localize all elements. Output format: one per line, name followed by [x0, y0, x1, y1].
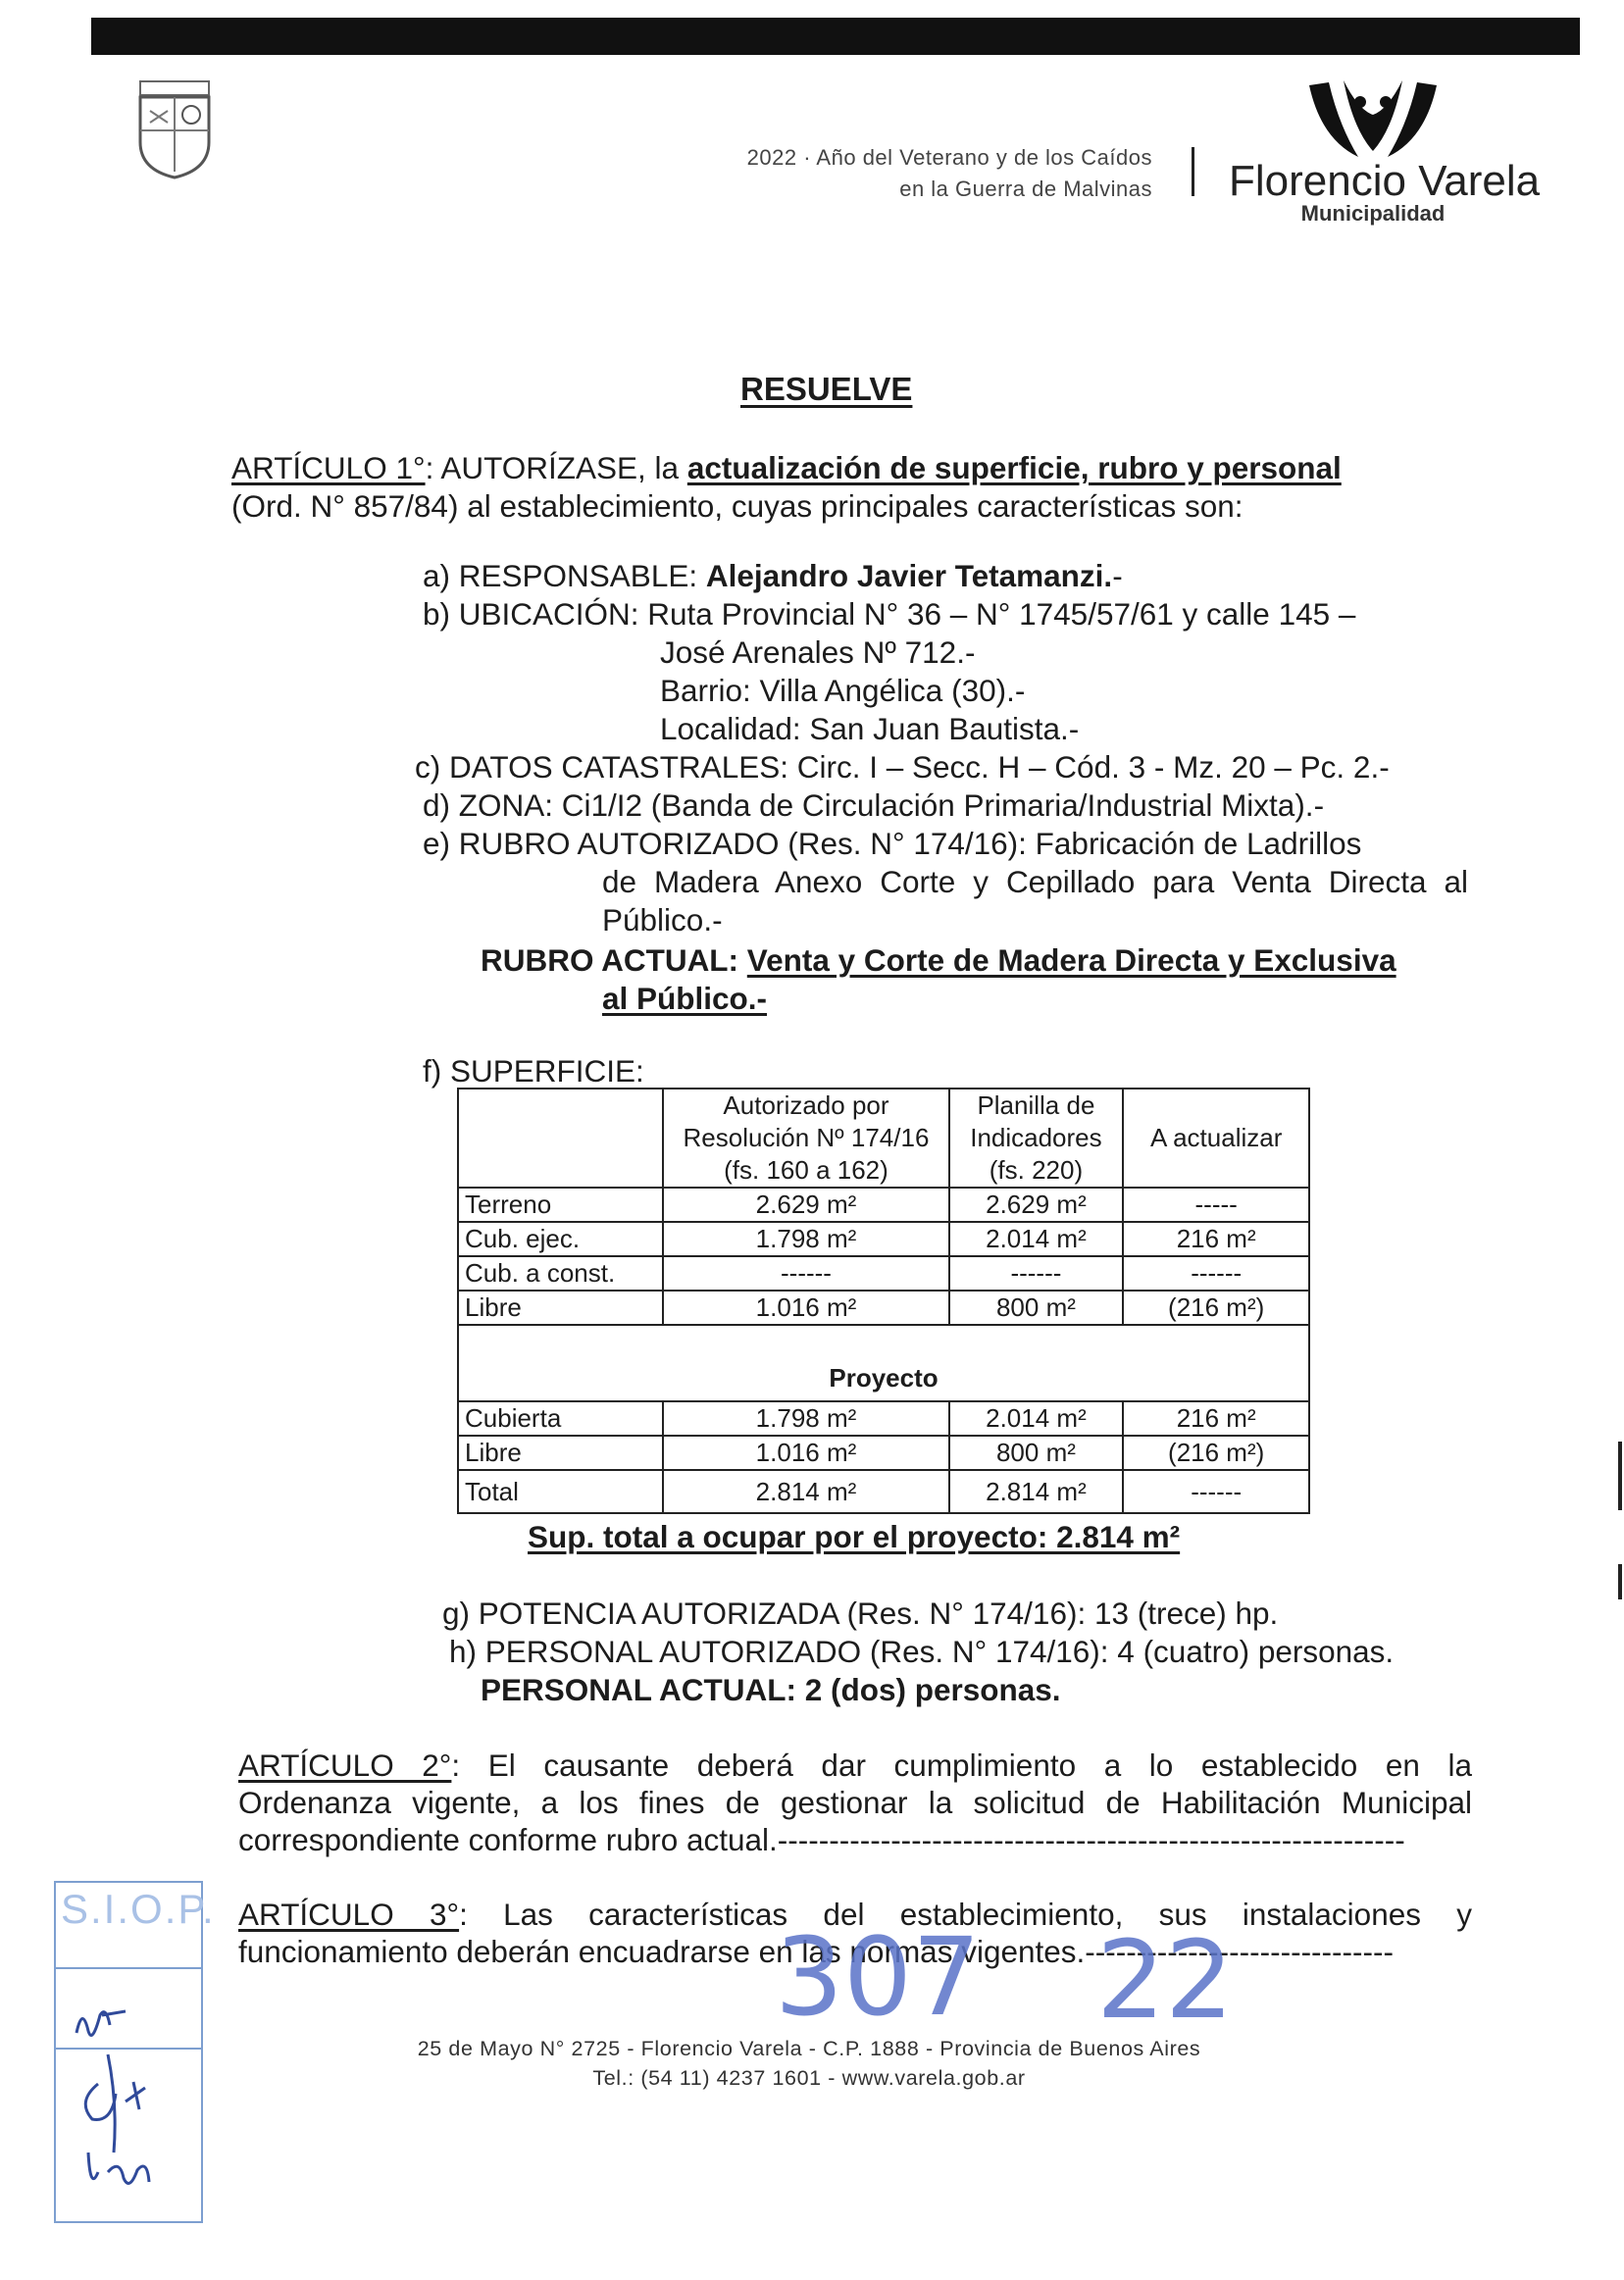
total-surface-line: Sup. total a ocupar por el proyecto: 2.814 m²	[528, 1519, 1181, 1554]
item-h: h) PERSONAL AUTORIZADO (Res. N° 174/16): 4 (cuatro) personas.	[449, 1634, 1395, 1669]
footer-address: 25 de Mayo N° 2725 - Florencio Varela - C.P. 1888 - Provincia de Buenos Aires	[417, 2037, 1201, 2060]
office-stamp-text: S.I.O.P.	[61, 1886, 216, 1932]
org-name: Florencio Varela	[1229, 157, 1541, 205]
table-cell: Libre	[458, 1436, 663, 1470]
item-e-line3: Público.-	[602, 902, 723, 937]
item-b-line1: b) UBICACIÓN: Ruta Provincial N° 36 – N° 1745/57/61 y calle 145 –	[423, 596, 1356, 632]
table-cell: 2.629 m²	[663, 1188, 948, 1222]
art3-label: ARTÍCULO 3°	[238, 1897, 460, 1932]
stamp-divider	[54, 1967, 201, 1969]
municipal-crest-icon	[130, 74, 219, 181]
art2-label: ARTÍCULO 2°	[238, 1748, 452, 1783]
item-e-line1: e) RUBRO AUTORIZADO (Res. N° 174/16): Fabricación de Ladrillos	[423, 826, 1362, 861]
table-cell: ------	[1123, 1470, 1309, 1513]
table-cell: Total	[458, 1470, 663, 1513]
rubro-actual-label: RUBRO ACTUAL:	[481, 942, 747, 978]
table-header-row	[458, 1089, 1309, 1188]
header-divider	[1192, 147, 1194, 196]
org-subtitle: Municipalidad	[1300, 201, 1446, 226]
item-c: c) DATOS CATASTRALES: Circ. I – Secc. H – Cód. 3 - Mz. 20 – Pc. 2.-	[415, 749, 1390, 785]
resolution-year-stamp: 22	[1096, 1917, 1234, 2043]
art3-text1: : Las características del establecimiento, sus instalaciones y	[459, 1897, 1472, 1932]
table-cell: 1.798 m²	[663, 1222, 948, 1256]
table-header-cell: Autorizado por Resolución Nº 174/16 (fs. 160 a 162)	[663, 1089, 948, 1188]
item-a-prefix: a) RESPONSABLE:	[423, 558, 706, 593]
art3-line2: funcionamiento deberán encuadrarse en las normas vigentes.------------------------------	[238, 1934, 1394, 1969]
table-cell: 1.016 m²	[663, 1291, 948, 1325]
scan-edge-mark	[1618, 1564, 1622, 1599]
table-header-cell: A actualizar	[1123, 1089, 1309, 1188]
item-b-line4: Localidad: San Juan Bautista.-	[660, 711, 1080, 746]
item-a-suffix: -	[1112, 558, 1123, 593]
table-cell: 216 m²	[1123, 1401, 1309, 1436]
page-title: RESUELVE	[740, 371, 913, 407]
item-b-line2: José Arenales Nº 712.-	[660, 634, 976, 670]
art1-lead: : AUTORÍZASE, la	[425, 450, 687, 485]
table-cell: 800 m²	[949, 1436, 1124, 1470]
table-section-title: Proyecto	[458, 1325, 1309, 1401]
table-cell: 800 m²	[949, 1291, 1124, 1325]
item-b-line3: Barrio: Villa Angélica (30).-	[660, 673, 1026, 708]
florencio-varela-logo-icon	[1299, 71, 1446, 164]
scan-edge-mark	[1618, 1442, 1622, 1510]
table-cell: ------	[663, 1256, 948, 1291]
table-cell: 2.014 m²	[949, 1222, 1124, 1256]
art2-line2: Ordenanza vigente, a los fines de gestionar la solicitud de Habilitación Municipal	[238, 1785, 1472, 1820]
table-row	[458, 1470, 1309, 1513]
table-cell: (216 m²)	[1123, 1291, 1309, 1325]
table-header-cell	[458, 1089, 663, 1188]
top-black-bar	[91, 18, 1580, 55]
footer-contact: Tel.: (54 11) 4237 1601 - www.varela.gob.ar	[592, 2066, 1026, 2090]
art1-line2: (Ord. N° 857/84) al establecimiento, cuyas principales características son:	[231, 488, 1243, 524]
table-cell: 1.798 m²	[663, 1401, 948, 1436]
item-e-line2: de Madera Anexo Corte y Cepillado para Venta Directa al	[602, 864, 1468, 899]
table-cell: 2.014 m²	[949, 1401, 1124, 1436]
item-a-name: Alejandro Javier Tetamanzi.	[705, 558, 1113, 593]
table-row	[458, 1188, 1309, 1222]
item-d: d) ZONA: Ci1/I2 (Banda de Circulación Primaria/Industrial Mixta).-	[423, 787, 1325, 823]
table-cell: 2.629 m²	[949, 1188, 1124, 1222]
rubro-actual-text1: Venta y Corte de Madera Directa y Exclusiva	[746, 942, 1396, 978]
table-cell: Cubierta	[458, 1401, 663, 1436]
table-row	[458, 1401, 1309, 1436]
table-cell: -----	[1123, 1188, 1309, 1222]
item-a	[423, 557, 1123, 595]
art1-subject: actualización de superficie, rubro y personal	[686, 450, 1342, 485]
table-cell: 2.814 m²	[949, 1470, 1124, 1513]
table-cell: Terreno	[458, 1188, 663, 1222]
art2-text1: : El causante deberá dar cumplimiento a lo establecido en la	[451, 1748, 1472, 1783]
table-row	[458, 1222, 1309, 1256]
header-motto	[569, 142, 1152, 205]
table-row	[458, 1436, 1309, 1470]
superficie-table	[457, 1088, 1310, 1514]
table-row	[458, 1256, 1309, 1291]
table-cell: 2.814 m²	[663, 1470, 948, 1513]
handwritten-initials-icon	[69, 1986, 186, 2202]
personal-actual: PERSONAL ACTUAL: 2 (dos) personas.	[481, 1672, 1061, 1707]
header-motto-line1: 2022 · Año del Veterano y de los Caídos	[746, 145, 1152, 170]
header-motto-line2: en la Guerra de Malvinas	[899, 177, 1152, 201]
art1-line1	[231, 449, 1342, 487]
table-cell: 216 m²	[1123, 1222, 1309, 1256]
rubro-actual-line2: al Público.-	[602, 981, 768, 1016]
table-cell: ------	[949, 1256, 1124, 1291]
art1-label: ARTÍCULO 1°	[231, 450, 426, 485]
art2-line1	[238, 1747, 1472, 1785]
table-header-cell: Planilla de Indicadores (fs. 220)	[949, 1089, 1124, 1188]
table-section-row	[458, 1325, 1309, 1401]
table-cell: Libre	[458, 1291, 663, 1325]
table-row	[458, 1291, 1309, 1325]
table-cell: Cub. ejec.	[458, 1222, 663, 1256]
resolution-number-stamp: 307	[775, 1914, 981, 2040]
rubro-actual-line1	[481, 941, 1396, 980]
item-f-label: f) SUPERFICIE:	[423, 1053, 644, 1089]
art2-line3: correspondiente conforme rubro actual.-------------------------------------------------------------	[238, 1822, 1405, 1857]
table-cell: Cub. a const.	[458, 1256, 663, 1291]
table-cell: (216 m²)	[1123, 1436, 1309, 1470]
table-cell: 1.016 m²	[663, 1436, 948, 1470]
item-g: g) POTENCIA AUTORIZADA (Res. N° 174/16): 13 (trece) hp.	[442, 1596, 1279, 1631]
table-cell: ------	[1123, 1256, 1309, 1291]
